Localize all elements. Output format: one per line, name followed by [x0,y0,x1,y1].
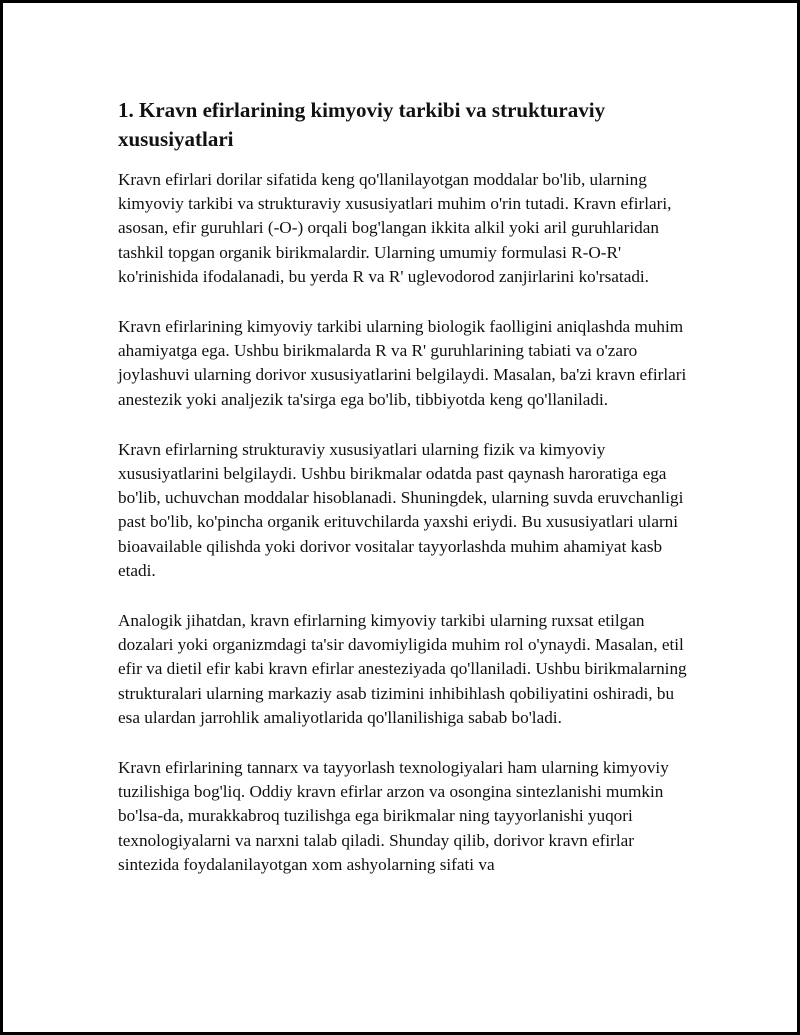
paragraph-2: Kravn efirlarining kimyoviy tarkibi ularning biologik faolligini aniqlashda muhim ahamiyatga ega. Ushbu birikmalarda R va R' guruhlarining tabiati va o'zaro joylashuvi ularning dorivor xususiyatlarini belgilaydi. Masalan, ba'zi kravn efirlari anestezik yoki analjezik ta'sirga ega bo'lib, tibbiyotda keng qo'llaniladi. [118,317,687,409]
paragraph-1: Kravn efirlari dorilar sifatida keng qo'llanilayotgan moddalar bo'lib, ularning kimyoviy tarkibi va strukturaviy xususiyatlari muhim o'rin tutadi. Kravn efirlari, asosan, efir guruhlari (-O-) orqali bog'langan ikkita alkil yoki aril guruhlaridan tashkil topgan organik birikmalardir. Ularning umumiy formulasi R-O-R' ko'rinishida ifodalanadi, bu yerda R va R' uglevodorod zanjirlarini ko'rsatadi. [118,170,672,286]
paragraph-4: Analogik jihatdan, kravn efirlarning kimyoviy tarkibi ularning ruxsat etilgan dozalari yoki organizmdagi ta'sir davomiyligida muhim rol o'ynaydi. Masalan, etil efir va dietil efir kabi kravn efirlar anesteziyada qo'llaniladi. Ushbu birikmalarning strukturalari ularning markaziy asab tizimini inhibihlash qobiliyatini oshiradi, bu esa ulardan jarrohlik amaliyotlarida qo'llanilishiga sabab bo'ladi. [118,611,687,727]
section-heading: 1. Kravn efirlarining kimyoviy tarkibi va strukturaviy xususiyatlari [118,98,606,151]
paragraph-5: Kravn efirlarining tannarx va tayyorlash texnologiyalari ham ularning kimyoviy tuzilishiga bog'liq. Oddiy kravn efirlar arzon va osongina sintezlanishi mumkin bo'lsa-da, murakkabroq tuzilishga ega birikmalar ning tayyorlanishi yuqori texnologiyalarni va narxni talab qiladi. Shunday qilib, dorivor kravn efirlar sintezida foydalanilayotgan xom ashyolarning sifati va [118,758,669,874]
paragraph-3: Kravn efirlarning strukturaviy xususiyatlari ularning fizik va kimyoviy xususiyatlarini belgilaydi. Ushbu birikmalar odatda past qaynash haroratiga ega bo'lib, uchuvchan moddalar hisoblanadi. Shuningdek, ularning suvda eruvchanligi past bo'lib, ko'pincha organik erituvchilarda yaxshi eriydi. Bu xususiyatlari ularni bioavailable qilishda yoki dorivor vositalar tayyorlashda muhim ahamiyat kasb etadi. [118,439,684,580]
document-body [118,96,698,903]
